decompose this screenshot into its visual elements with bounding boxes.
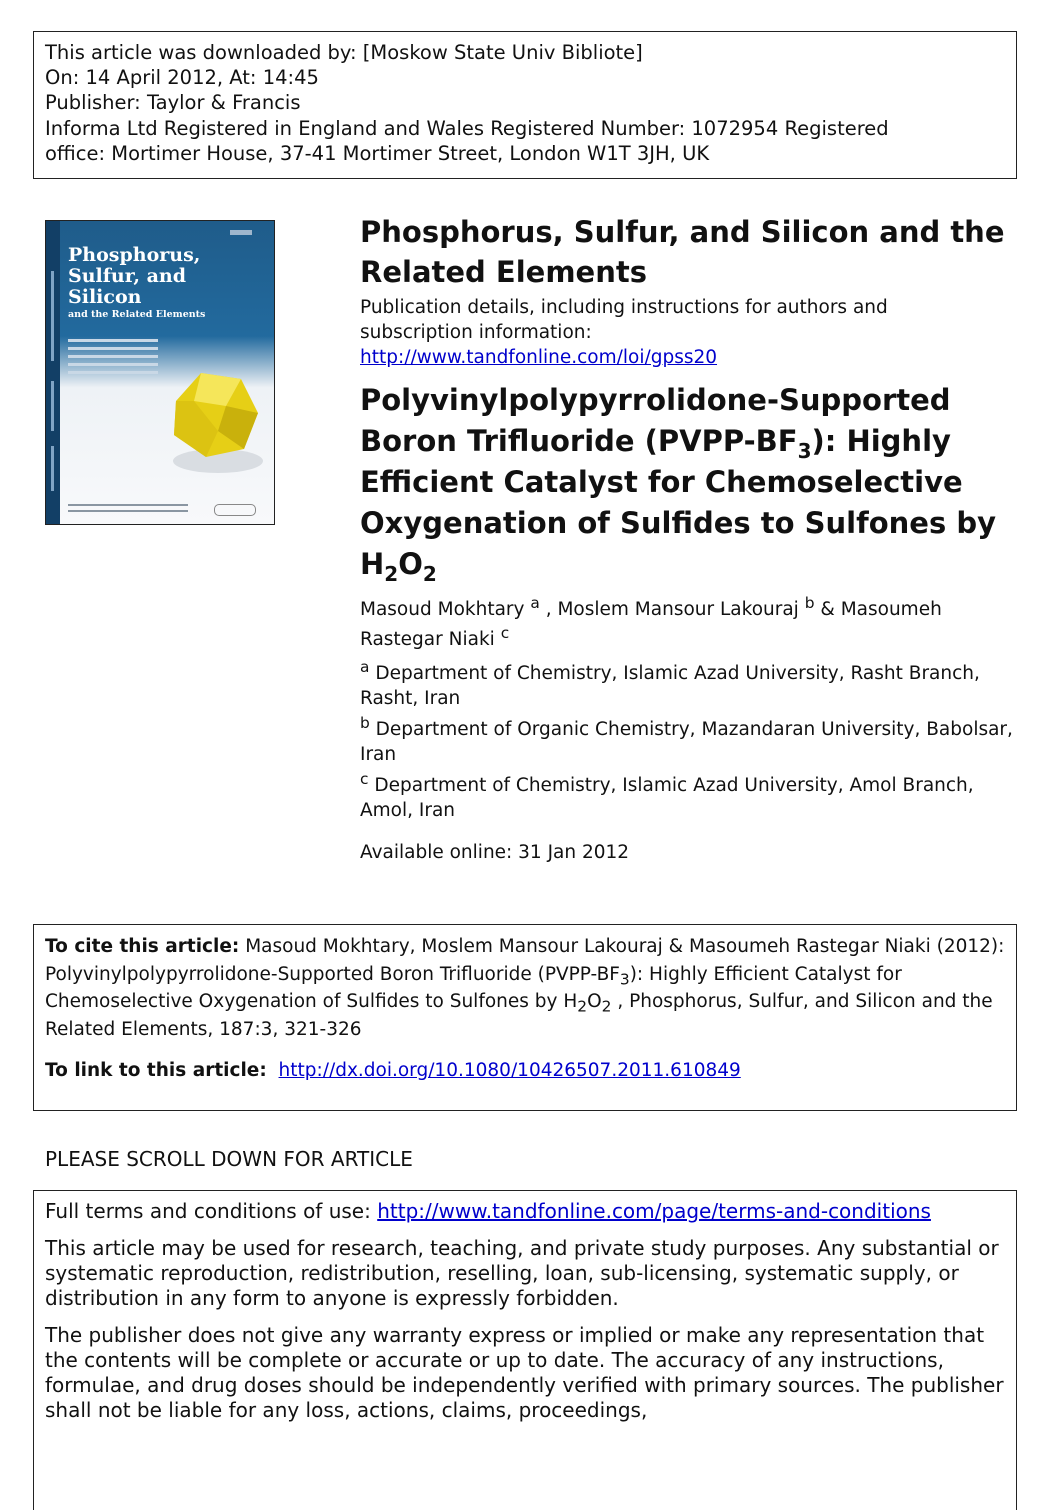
affiliation-text: Department of Chemistry, Islamic Azad University, Rasht Branch, Rasht, Iran <box>360 663 980 709</box>
author-affiliation-mark: c <box>500 623 510 642</box>
article-title-part: O <box>398 547 423 581</box>
terms-intro <box>45 1199 1005 1224</box>
terms-paragraph: This article may be used for research, teaching, and private study purposes. Any substantial or systematic reproduction, redistribution, reselling, loan, sub-licensing, systematic supply, or distribution in any form to anyone is expressly forbidden. <box>45 1236 999 1310</box>
article-title-part: Polyvinylpolypyrrolidone-Supported Boron Trifluoride (PVPP-BF <box>360 383 951 458</box>
citation-part: Masoud Mokhtary, Moslem Mansour Lakouraj & Masoumeh Rastegar Niaki (2012): Polyvinylpolypyrrolidone-Supported Boron Trifluoride (PVPP-BF <box>45 936 1005 985</box>
scroll-notice: PLEASE SCROLL DOWN FOR ARTICLE <box>45 1147 413 1171</box>
author-affiliation-mark: a <box>530 593 540 612</box>
author-affiliation-mark: b <box>804 593 815 612</box>
header-info <box>360 212 1020 865</box>
author-name: Moslem Mansour Lakouraj <box>557 599 799 620</box>
subscript: 2 <box>422 561 437 586</box>
subscript: 3 <box>619 970 630 989</box>
subscript: 2 <box>384 561 399 586</box>
download-notice-line: Informa Ltd Registered in England and Wales Registered Number: 1072954 Registered <box>45 116 889 140</box>
affiliation-text: Department of Chemistry, Islamic Azad University, Amol Branch, Amol, Iran <box>360 775 974 821</box>
author-list <box>360 595 1020 655</box>
article-title <box>360 380 1020 585</box>
publisher-logo-icon <box>214 504 256 516</box>
article-link-row <box>45 1057 1005 1085</box>
doi-link[interactable]: http://dx.doi.org/10.1080/10426507.2011.610849 <box>278 1060 741 1081</box>
affiliation-text: Department of Organic Chemistry, Mazandaran University, Babolsar, Iran <box>360 719 1013 765</box>
available-online: Available online: 31 Jan 2012 <box>360 842 630 863</box>
download-notice-line: This article was downloaded by: [Moskow State Univ Bibliote] <box>45 41 643 64</box>
publication-details <box>360 295 1020 370</box>
download-notice-line: office: Mortimer House, 37-41 Mortimer Street, London W1T 3JH, UK <box>45 141 710 165</box>
citation-text <box>45 933 1005 1043</box>
citation-box <box>33 924 1017 1111</box>
citation-part: O <box>587 991 602 1012</box>
subscript: 2 <box>577 997 588 1016</box>
affiliation-mark: c <box>360 769 369 788</box>
citation-part: , Phosphorus, Sulfur, and Silicon and the Related Elements, 187:3, 321-326 <box>45 991 993 1040</box>
citation-part: ): Highly Efficient Catalyst for Chemoselective Oxygenation of Sulfides to Sulfones by H <box>45 963 902 1012</box>
author-name: Masoud Mokhtary <box>360 599 525 620</box>
cover-title-line: Phosphorus, <box>68 244 201 266</box>
terms-box <box>33 1190 1017 1510</box>
author-name: Masoumeh Rastegar Niaki <box>360 599 942 650</box>
cover-issue-lines <box>68 339 158 379</box>
journal-link[interactable]: http://www.tandfonline.com/loi/gpss20 <box>360 347 718 368</box>
cover-title-line: Silicon <box>68 286 142 308</box>
author-separator: , <box>539 599 558 620</box>
sulfur-crystal-illustration <box>156 361 266 481</box>
subscript: 3 <box>797 438 812 463</box>
subscript: 2 <box>601 997 612 1016</box>
publication-details-line: Publication details, including instructions for authors and <box>360 297 888 318</box>
affiliation <box>360 657 1020 711</box>
terms-paragraph: The publisher does not give any warranty express or implied or make any representation that the contents will be complete or accurate or up to date. The accuracy of any instructions, formulae, and drug doses should be independently verified with primary sources. The publisher shall not be liable for any loss, actions, claims, proceedings, <box>45 1323 1004 1422</box>
download-notice-line: Publisher: Taylor & Francis <box>45 91 301 115</box>
author-separator: & <box>814 599 841 620</box>
affiliation <box>360 769 1020 823</box>
affiliation-mark: a <box>360 657 370 676</box>
affiliation <box>360 713 1020 767</box>
download-notice <box>33 31 1017 179</box>
cover-spine-text-lines <box>48 271 58 501</box>
cover-editor-lines <box>68 504 188 516</box>
article-title-part: ): Highly Efficient Catalyst for Chemoselective Oxygenation of Sulfides to Sulfones by H <box>360 424 996 581</box>
cover-subtitle: and the Related Elements <box>68 309 206 320</box>
cover-title <box>68 245 268 321</box>
journal-cover-image <box>45 220 275 525</box>
download-notice-line: On: 14 April 2012, At: 14:45 <box>45 66 319 90</box>
article-link-label: To link to this article: <box>45 1060 267 1081</box>
journal-title: Phosphorus, Sulfur, and Silicon and the Related Elements <box>360 215 1005 289</box>
cover-title-line: Sulfur, and <box>68 265 187 287</box>
cover-issn-badge <box>230 230 252 235</box>
affiliation-mark: b <box>360 713 370 732</box>
publication-details-line: subscription information: <box>360 322 592 343</box>
terms-intro-text: Full terms and conditions of use: <box>45 1199 378 1223</box>
terms-link[interactable]: http://www.tandfonline.com/page/terms-and-conditions <box>377 1199 931 1223</box>
citation-label: To cite this article: <box>45 936 240 957</box>
